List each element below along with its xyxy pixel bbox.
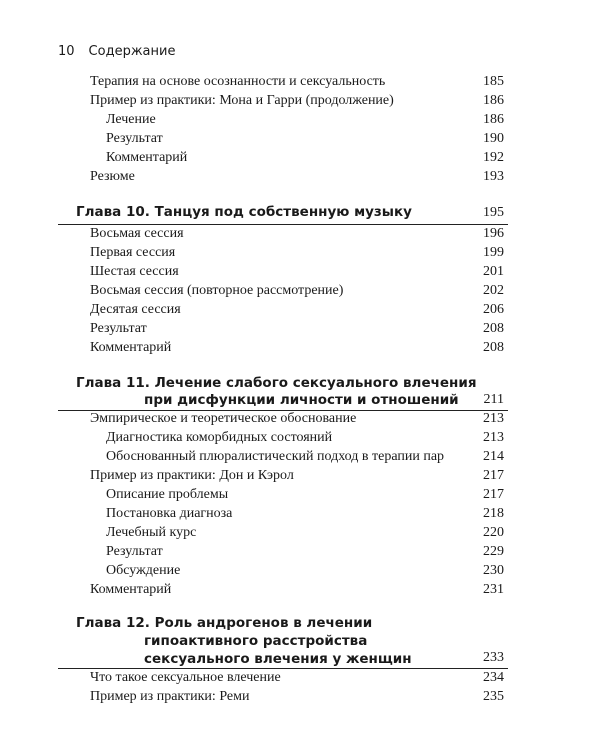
toc-entry-page: 217 — [483, 487, 504, 502]
toc-entry-page: 214 — [483, 449, 504, 464]
running-title: Содержание — [88, 44, 176, 59]
toc-entry-title: Эмпирическое и теоретическое обоснование — [90, 411, 357, 426]
toc-entry-title: Десятая сессия — [90, 302, 181, 317]
toc-entry-title: Что такое сексуальное влечение — [90, 670, 281, 685]
toc-entry-title: Комментарий — [106, 150, 188, 165]
toc-entry-page: 213 — [483, 430, 504, 445]
chapter-12-title-cont: сексуального влечения у женщин — [144, 651, 412, 667]
chapter-12-title-cont: гипоактивного расстройства — [144, 633, 368, 649]
toc-entry-title: Комментарий — [90, 582, 172, 597]
chapter-12-page: 233 — [483, 650, 504, 665]
toc-entry-page: 206 — [483, 302, 504, 317]
toc-entry-title: Обсуждение — [106, 563, 181, 578]
toc-entry[interactable] — [0, 668, 600, 687]
toc-entry[interactable] — [0, 466, 600, 485]
toc-entry-page: 208 — [483, 340, 504, 355]
toc-entry-title: Обоснованный плюралистический подход в терапии пар — [106, 449, 445, 464]
toc-entry[interactable] — [0, 319, 600, 338]
toc-entry[interactable] — [0, 542, 600, 561]
toc-entry[interactable] — [0, 148, 600, 167]
toc-entry-title: Резюме — [90, 169, 135, 184]
toc-entry[interactable] — [0, 447, 600, 466]
toc-entry[interactable] — [0, 504, 600, 523]
toc-entry-title: Пример из практики: Дон и Кэрол — [90, 468, 294, 483]
toc-entry-page: 196 — [483, 226, 504, 241]
toc-entry-title: Описание проблемы — [106, 487, 229, 502]
toc-entry-title: Диагностика коморбидных состояний — [106, 430, 333, 445]
toc-entry[interactable] — [0, 110, 600, 129]
toc-entry[interactable] — [0, 129, 600, 148]
chapter-10-title[interactable]: Глава 10. Танцуя под собственную музыку — [76, 204, 412, 220]
toc-entry-title: Пример из практики: Мона и Гарри (продолжение) — [90, 93, 394, 108]
toc-entry-title: Шестая сессия — [90, 264, 179, 279]
running-header — [58, 44, 175, 59]
toc-entry-title: Первая сессия — [90, 245, 176, 260]
toc-entry-page: 199 — [483, 245, 504, 260]
toc-entry-page: 220 — [483, 525, 504, 540]
toc-entry-page: 234 — [483, 670, 504, 685]
toc-entry[interactable] — [0, 281, 600, 300]
toc-entry-page: 185 — [483, 74, 504, 89]
toc-entry[interactable] — [0, 580, 600, 599]
toc-entry-page: 186 — [483, 93, 504, 108]
toc-entry[interactable] — [0, 243, 600, 262]
chapter-12-title[interactable]: Глава 12. Роль андрогенов в лечении — [76, 615, 373, 631]
toc-entry-page: 213 — [483, 411, 504, 426]
toc-entry[interactable] — [0, 224, 600, 243]
toc-entry[interactable] — [0, 300, 600, 319]
toc-entry-title: Результат — [90, 321, 147, 336]
toc-entry-title: Лечебный курс — [106, 525, 197, 540]
toc-entry[interactable] — [0, 523, 600, 542]
toc-entry-page: 230 — [483, 563, 504, 578]
toc-entry-page: 217 — [483, 468, 504, 483]
toc-entry-title: Комментарий — [90, 340, 172, 355]
chapter-11-title-cont: при дисфункции личности и отношений — [144, 392, 459, 408]
toc-entry[interactable] — [0, 338, 600, 357]
toc-entry-title: Лечение — [106, 112, 156, 127]
toc-entry[interactable] — [0, 409, 600, 428]
toc-entry-page: 229 — [483, 544, 504, 559]
toc-entry[interactable] — [0, 687, 600, 706]
toc-entry-page: 235 — [483, 689, 504, 704]
toc-entry-title: Восьмая сессия — [90, 226, 184, 241]
toc-entry-page: 218 — [483, 506, 504, 521]
toc-entry-page: 192 — [483, 150, 504, 165]
toc-entry[interactable] — [0, 167, 600, 186]
toc-entry-title: Результат — [106, 544, 163, 559]
toc-entry-page: 208 — [483, 321, 504, 336]
toc-entry-title: Терапия на основе осознанности и сексуальность — [90, 74, 386, 89]
toc-entry[interactable] — [0, 428, 600, 447]
toc-entry[interactable] — [0, 91, 600, 110]
toc-entry[interactable] — [0, 72, 600, 91]
toc-entry-title: Пример из практики: Реми — [90, 689, 250, 704]
toc-entry-title: Результат — [106, 131, 163, 146]
chapter-11-page: 211 — [483, 392, 504, 407]
page-number: 10 — [58, 44, 75, 59]
toc-entry[interactable] — [0, 262, 600, 281]
toc-entry-page: 193 — [483, 169, 504, 184]
toc-entry-page: 202 — [483, 283, 504, 298]
toc-entry-title: Постановка диагноза — [106, 506, 233, 521]
toc-entry-page: 190 — [483, 131, 504, 146]
toc-entry-title: Восьмая сессия (повторное рассмотрение) — [90, 283, 344, 298]
chapter-11-title[interactable]: Глава 11. Лечение слабого сексуального влечения — [76, 375, 477, 391]
toc-entry-page: 201 — [483, 264, 504, 279]
toc-entry[interactable] — [0, 561, 600, 580]
toc-entry-page: 186 — [483, 112, 504, 127]
toc-entry-page: 231 — [483, 582, 504, 597]
toc-entry[interactable] — [0, 485, 600, 504]
chapter-10-page: 195 — [483, 205, 504, 220]
